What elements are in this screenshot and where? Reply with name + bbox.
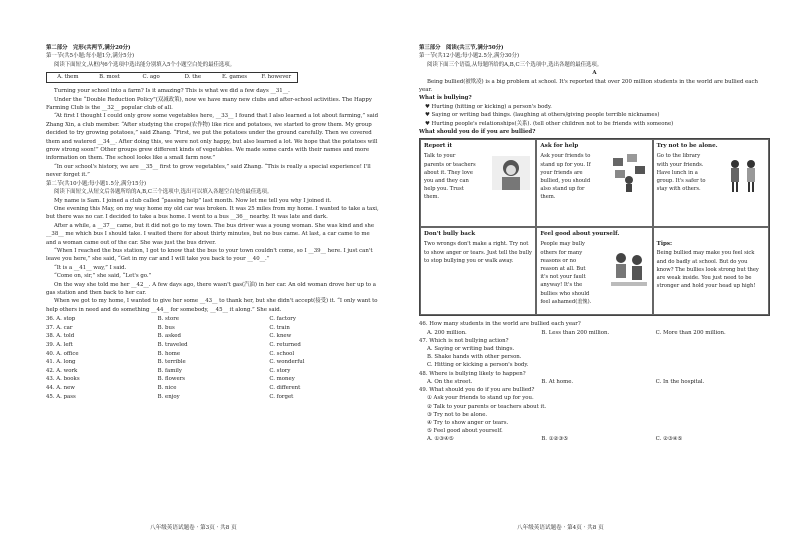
cell-title: Tips: — [656, 241, 673, 248]
cell-body: Go to the library with your friends. Have lunch in a group. It's safer to stay with others. — [656, 153, 706, 193]
choice-b: B. store — [157, 316, 179, 323]
advice-cell — [420, 227, 536, 315]
question-stem: 47. Which is not bullying action? — [419, 337, 509, 344]
choice-b: B. asked — [157, 333, 181, 340]
option: B. Shake hands with other person. — [427, 354, 522, 361]
paragraph: Under the “Double Reduction Policy”(双减政策), now we have many new clubs and after-school activities. The Happy Farming Club is the __32__ popular club of all. — [46, 96, 372, 112]
option: C. ②③④⑤ — [655, 436, 683, 443]
section-heading: 第一节(共5小题;每小题1分,满分5分) — [46, 53, 135, 60]
choice-row — [46, 375, 381, 384]
advice-cell — [653, 139, 769, 227]
choice-row — [46, 341, 381, 350]
question-stem: 46. How many students in the world are bullied each year? — [419, 321, 581, 328]
advice-cell — [420, 139, 536, 227]
part-title: 第二部分 完形(共两节,满分20分) — [46, 45, 131, 51]
choice-a: 40. A. office — [46, 350, 79, 357]
section-instruction: 阅读下面短文,从框内6个选项中选出能分别填入5个小题空白处的最佳选项。 — [54, 61, 236, 68]
paragraph: When we got to my home, I wanted to give her some __43__ to thank her, but she didn't accept(接受) it. “I only want to help others in need and do something __44__ for somebody, __45__ it along.” She said. — [46, 298, 378, 313]
choice-c: C. factory — [269, 316, 296, 323]
paragraph: “In our school's history, we are __35__ first to grow vegetables,” said Zhang. “This is really a special experience! I'll never forget it.” — [46, 163, 371, 179]
choice-row — [46, 324, 381, 333]
friends-illustration — [723, 156, 765, 198]
choice-c: C. school — [269, 350, 295, 357]
crying-boy-illustration — [490, 152, 532, 194]
choice-a: 45. A. pass — [46, 393, 76, 400]
option: C. Hitting or kicking a person's body. — [427, 362, 529, 369]
section-heading: 第一节(共12小题;每小题2.5分,满分30分) — [419, 53, 520, 60]
choice-c: C. different — [269, 384, 301, 391]
choice-c: C. story — [269, 367, 291, 374]
cell-title: Try not to be alone. — [656, 143, 718, 150]
statement: ④ Try to show anger or tears. — [427, 419, 509, 426]
cell-title: Ask for help — [540, 143, 579, 150]
choice-b: B. enjoy — [157, 393, 180, 400]
section-instruction: 阅读下面三个语篇,从每题所给的A,B,C三个选项中,选出各题的最佳选项。 — [427, 61, 603, 68]
paragraph: My name is Sam. I joined a club called “passing help” last month. Now let me tell you why I joined it. — [54, 197, 332, 204]
cell-body: Talk to your parents or teachers about it. They love you and they can help you. Trust them. — [424, 153, 476, 201]
choice-row — [46, 367, 381, 376]
page-footer: 八年级英语试题卷 · 第4页 · 共8 页 — [517, 525, 604, 531]
choice-a: 43. A. books — [46, 376, 80, 383]
choice-a: 37. A. car — [46, 324, 73, 331]
bullet-item: ♥ Saying or writing bad things. (laughing at others/giving people terrible nicknames) — [425, 112, 660, 119]
advice-cell — [536, 139, 652, 227]
option: A. Saying or writing bad things. — [427, 346, 515, 353]
help-sign-illustration — [607, 152, 649, 194]
advice-cell — [536, 227, 652, 315]
choice-c: C. returned — [269, 341, 301, 348]
paragraph: “When I reached the bus station, I got to know that the bus to your town couldn't come, so I __39__ here. I just can't leave you here,” she said, “Get in my car and I will take you back to your __40__.” — [46, 247, 373, 263]
choice-b: B. home — [157, 350, 181, 357]
box-option: C. ago — [142, 74, 160, 81]
choice-row — [46, 393, 381, 402]
choice-table — [46, 315, 381, 401]
choice-b: B. terrible — [157, 359, 186, 366]
choice-b: B. nice — [157, 384, 177, 391]
page-footer: 八年级英语试题卷 · 第3页 · 共8 页 — [150, 525, 237, 531]
choice-b: B. flowers — [157, 376, 186, 383]
choice-a: 39. A. left — [46, 341, 73, 348]
question-options — [419, 378, 770, 386]
subheading: What is bullying? — [419, 95, 472, 102]
choice-c: C. money — [269, 376, 295, 383]
paragraph: “It is a __41__ way,” I said. — [54, 264, 127, 271]
option: A. On the street. — [427, 378, 473, 385]
part-title: 第三部分 阅读(共三节,满分50分) — [419, 45, 504, 51]
confident-kids-illustration — [607, 248, 649, 290]
option: B. At home. — [541, 378, 574, 385]
choice-row — [46, 358, 381, 367]
bullet-item: ♥ Hurting people's relationships(关系). (tell other children not to be friends with someone) — [425, 120, 674, 127]
choice-c: C. train — [269, 324, 290, 331]
section-instruction: 阅读下面短文,从短文后各题所给的A,B,C三个选项中,选出可以填入各题空白处的最佳选项。 — [54, 189, 273, 196]
statement: ③ Try not to be alone. — [427, 411, 488, 418]
option: B. Less than 200 million. — [541, 329, 610, 336]
choice-c: C. knew — [269, 333, 292, 340]
choice-a: 44. A. new — [46, 384, 75, 391]
statement: ① Ask your friends to stand up for you. — [427, 395, 534, 402]
cell-body: Being bullied may make you feel sick and do badly at school. But do you know? The bullies look strong but they are weak inside. You just need to be stronger and hold your head up high! — [656, 250, 759, 290]
choice-row — [46, 384, 381, 393]
paragraph: “At first I thought I could only grow some vegetables here, __33__ I found that I also learned a lot about farming,” said Zhang Xin, a club member. “After studying the crops(农作物) like rice and potatoes, we started to grow them. My group decided to try growing potatoes,” said Zhang. “First, we put the potatoes under the ground carefully. Then we covered them and watered __34__. After doing this, we were not only happy, but also learned a lot. We hope that the potatoes will grow strong soon!” Other groups grew different kinds of vegetables. We made some cards with their names and more information on them. The school looks like a small farm now.” — [46, 113, 379, 162]
choice-row — [46, 350, 381, 359]
paragraph: Turning your school into a farm? Is it amazing? This is what we did a few days __31__. — [54, 88, 290, 95]
box-option: B. most — [99, 74, 120, 81]
subheading: What should you do if you are bullied? — [419, 129, 536, 136]
choice-a: 41. A. long — [46, 359, 76, 366]
intro-paragraph: Being bullied(被欺凌) is a big problem at school. It's reported that over 200 million students in the world are bullied each year. — [419, 78, 759, 94]
box-option: F. however — [261, 74, 292, 81]
option: A. 200 million. — [427, 329, 467, 336]
choice-c: C. forget — [269, 393, 294, 400]
option: A. ①③④⑤ — [427, 436, 454, 443]
cell-body: Two wrongs don't make a right. Try not to show anger or tears. Just tell the bully to stop bullying you or walk away. — [424, 241, 532, 264]
choice-row — [46, 315, 381, 324]
cell-title: Don't bully back — [424, 231, 476, 238]
box-option: D. the — [184, 74, 202, 81]
question-options — [419, 435, 770, 443]
passage-label: A — [592, 70, 597, 77]
cell-title: Report it — [424, 143, 453, 150]
statement: ⑤ Feel good about yourself. — [427, 428, 503, 435]
paragraph: After a while, a __37__ came, but it did not go to my town. The bus driver was a young woman. She was kind and she __38__ me which bus I should take. I waited there for about thirty minutes, but no bus came. At last, a car came to me and a woman came out of the car. She was just the bus driver. — [46, 222, 375, 246]
choice-a: 36. A. stop — [46, 316, 76, 323]
right-page — [397, 0, 794, 545]
choice-b: B. traveled — [157, 341, 188, 348]
cell-body: Ask your friends to stand up for you. If your friends are bullied, you should also stand up for them. — [540, 153, 591, 201]
choice-b: B. bus — [157, 324, 175, 331]
choice-row — [46, 332, 381, 341]
cell-title: Feel good about yourself. — [540, 231, 620, 238]
box-option: E. games — [221, 74, 248, 81]
question-stem: 49. What should you do if you are bullied? — [419, 387, 535, 394]
question-stem: 48. Where is bullying likely to happen? — [419, 370, 526, 377]
choice-a: 38. A. told — [46, 333, 75, 340]
advice-cell — [653, 227, 769, 315]
cell-body: People may bully others for many reasons or no reason at all. But it's not your fault anyway! It's the bullies who should feel ashamed(羞愧). — [540, 241, 592, 305]
choice-a: 42. A. work — [46, 367, 78, 374]
advice-grid — [419, 138, 770, 316]
option: C. In the hospital. — [655, 378, 705, 385]
choice-b: B. family — [157, 367, 182, 374]
box-option: A. them — [57, 74, 79, 81]
paragraph: “Come on, sir,” she said, “Let's go.” — [54, 273, 152, 280]
statement: ② Talk to your parents or teachers about it. — [427, 403, 547, 410]
paragraph: On the way she told me her __42__. A few days ago, there wasn't gas(汽油) in her car. An old woman drove her up to a gas station and then back to her car. — [46, 281, 376, 296]
option-box — [46, 72, 298, 83]
bullet-item: ♥ Hurting (hitting or kicking) a person's body. — [425, 103, 552, 110]
section-heading: 第二节(共10小题;每小题1.5分,满分15分) — [46, 180, 147, 187]
question-options — [419, 329, 770, 337]
option: C. More than 200 million. — [655, 329, 726, 336]
paragraph: One evening this May, on my way home my old car was broken. It was 25 miles from my home. I wanted to take a taxi, but there was no car. I decided to take a bus home. I went to a bus __36__ nearby. It was late and dark. — [46, 205, 379, 221]
choice-c: C. wonderful — [269, 359, 305, 366]
option: B. ①②③⑤ — [541, 436, 569, 443]
